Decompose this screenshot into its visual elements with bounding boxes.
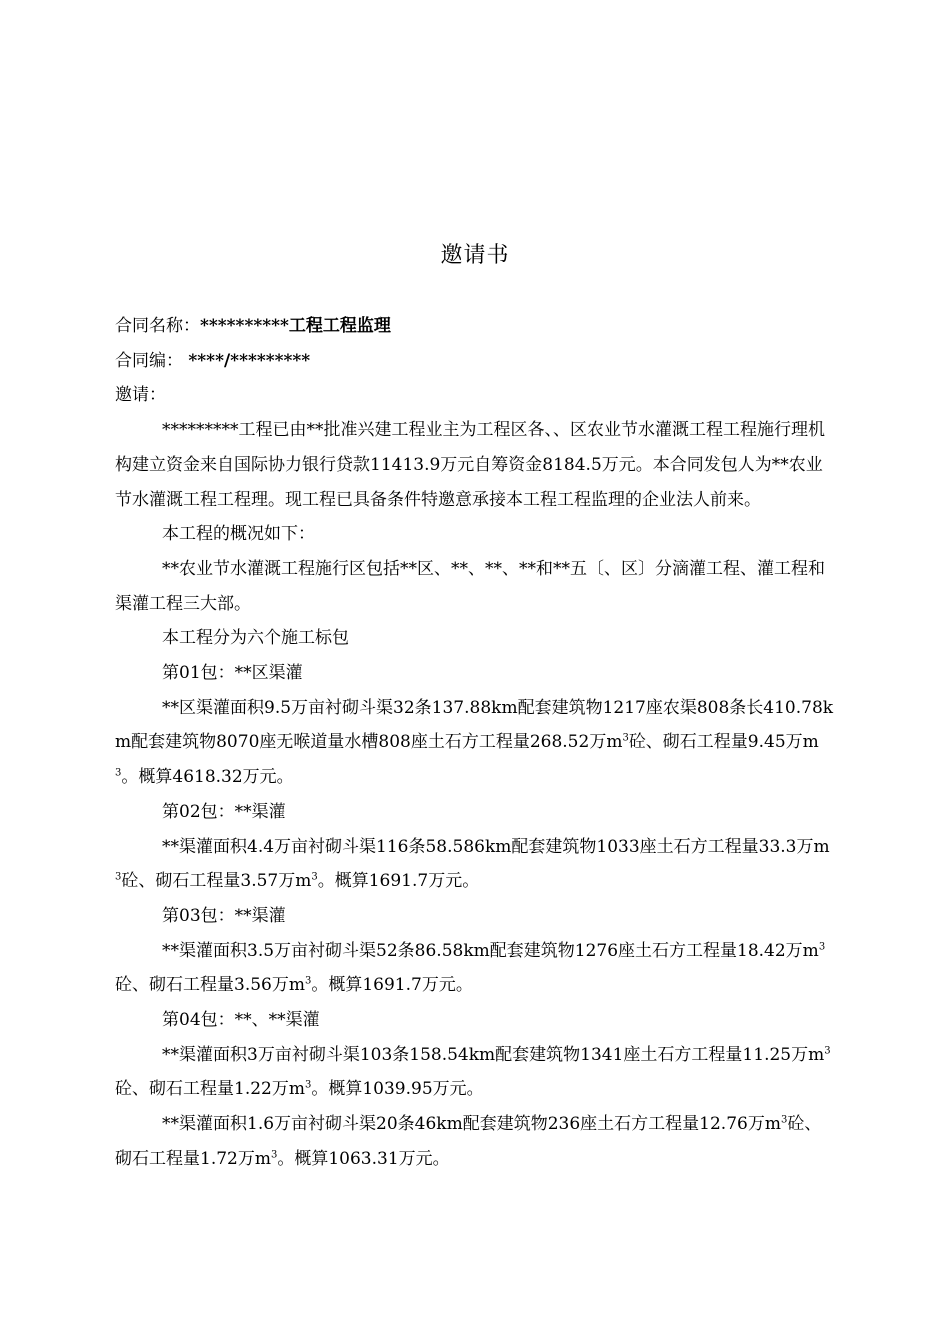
invitation-label: 邀请：	[115, 385, 166, 406]
superscript-3: 3	[622, 732, 629, 744]
package-02-text-b: 砼、砌石工程量3.57万m	[121, 871, 312, 892]
package-04-description-2	[115, 1107, 835, 1176]
superscript-3: 3	[824, 1045, 831, 1057]
package-04-2-text-c: 。概算1063.31万元。	[277, 1148, 450, 1169]
packages-intro: 本工程分为六个施工标包	[162, 628, 349, 649]
package-04-title: 第04包：**、**渠灌	[162, 1010, 320, 1031]
superscript-3: 3	[304, 975, 312, 987]
superscript-3: 3	[304, 1079, 312, 1091]
superscript-3: 3	[311, 871, 318, 883]
package-01-title: 第01包：**区渠灌	[162, 663, 303, 684]
package-03-description	[115, 934, 835, 1003]
overview-heading: 本工程的概况如下：	[162, 524, 315, 545]
package-04-1-text-a: **渠灌面积3万亩衬砌斗渠103条158.54km配套建筑物1341座土石方工程量11.25万m	[162, 1044, 825, 1065]
package-04-1-text-b: 砼、砌石工程量1.22万m	[115, 1079, 305, 1100]
package-04-2-text-b: 砼、砌石工程量1.72万m	[115, 1114, 822, 1169]
intro-paragraph: *********工程已由**批准兴建工程业主为工程区各、、区农业节水灌溉工程工程施行理机构建立资金来自国际协力银行贷款11413.9万元自筹资金8184.5万元。本合同发包人为**农业节水灌溉工程工程理。现工程已具备条件特邀意承接本工程工程监理的企业法人前来。	[115, 420, 825, 510]
document-title: 邀请书	[440, 243, 510, 268]
superscript-3: 3	[270, 1149, 278, 1161]
contract-name-line	[115, 309, 835, 344]
document-body	[115, 309, 835, 1177]
contract-number-line	[115, 344, 835, 379]
contract-number-value: ****/*********	[188, 350, 311, 371]
package-04-2-text-a: **渠灌面积1.6万亩衬砌斗渠20条46km配套建筑物236座土石方工程量12.76万m	[162, 1114, 781, 1135]
package-03-title: 第03包：**渠灌	[162, 905, 286, 926]
package-02-text-c: 。概算1691.7万元。	[317, 871, 480, 892]
contract-number-label: 合同编：	[115, 350, 183, 371]
contract-name-value: **********工程工程监理	[200, 316, 391, 336]
package-02-text-a: **渠灌面积4.4万亩衬砌斗渠116条58.586km配套建筑物1033座土石方工程量33.3万m	[162, 836, 830, 857]
package-03-text-c: 。概算1691.7万元。	[311, 975, 473, 996]
superscript-3: 3	[818, 941, 826, 952]
package-03-text-a: **渠灌面积3.5万亩衬砌斗渠52条86.58km配套建筑物1276座土石方工程量18.42万m	[162, 940, 819, 961]
package-02-description	[115, 830, 835, 899]
superscript-3: 3	[115, 871, 122, 883]
contract-name-label: 合同名称：	[115, 316, 200, 336]
superscript-3: 3	[115, 767, 122, 779]
package-01-text-b: 砼、砌石工程量9.45万m	[628, 732, 819, 753]
package-04-1-text-c: 。概算1039.95万元。	[311, 1079, 484, 1100]
package-01-text-a: **区渠灌面积9.5万亩衬砌斗渠32条137.88km配套建筑物1217座农渠808条长410.78km配套建筑物8070座无喉道量水槽808座土石方工程量268.52万m	[115, 697, 834, 753]
package-01-description	[115, 691, 835, 795]
superscript-3: 3	[780, 1114, 788, 1126]
package-03-text-b: 砼、砌石工程量3.56万m	[115, 975, 305, 996]
package-04-description-1	[115, 1038, 835, 1107]
package-02-title: 第02包：**渠灌	[162, 801, 286, 822]
package-01-text-c: 。概算4618.32万元。	[121, 767, 294, 788]
overview-paragraph: **农业节水灌溉工程施行区包括**区、**、**、**和**五〔、区〕分滴灌工程、灌工程和渠灌工程三大部。	[115, 558, 825, 614]
